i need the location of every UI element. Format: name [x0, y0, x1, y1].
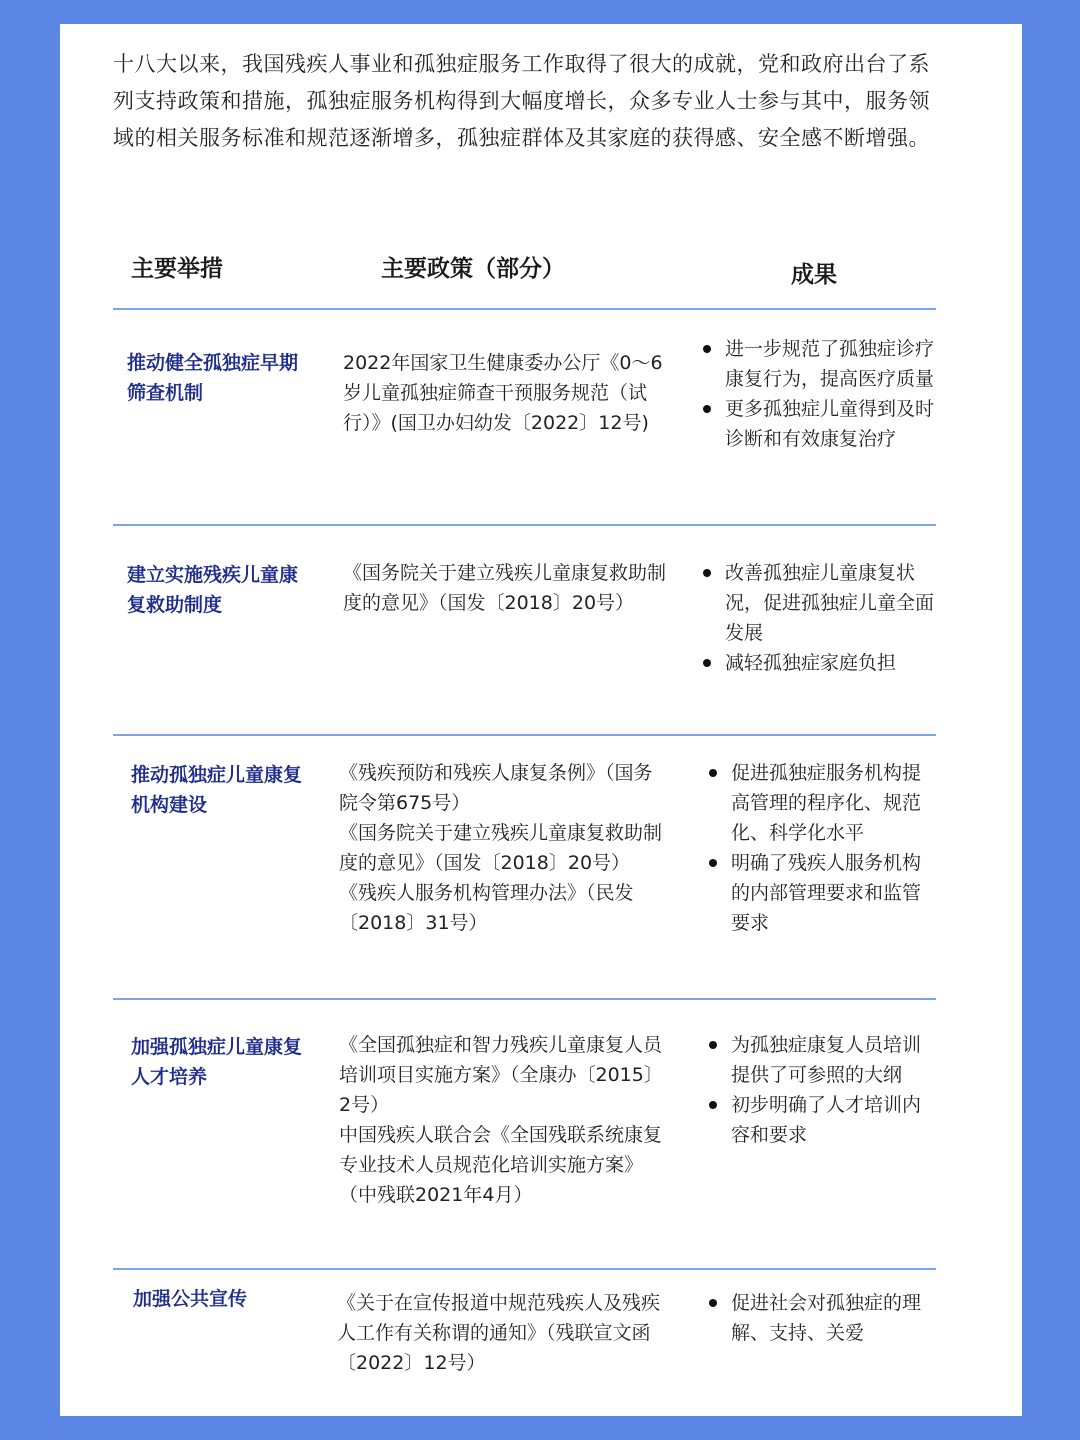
table-divider	[113, 998, 936, 1000]
content-body	[113, 46, 943, 1374]
result-item: 初步明确了人才培训内容和要求	[707, 1090, 939, 1150]
intro-paragraph: 十八大以来，我国残疾人事业和孤独症服务工作取得了很大的成就，党和政府出台了系列支持政策和措施，孤独症服务机构得到大幅度增长，众多专业人士参与其中，服务领域的相关服务标准和规范逐渐增多，孤独症群体及其家庭的获得感、安全感不断增强。	[113, 52, 930, 150]
row-measure: 推动孤独症儿童康复机构建设	[131, 764, 303, 816]
result-item: 更多孤独症儿童得到及时诊断和有效康复治疗	[701, 394, 939, 454]
table-row	[113, 1030, 943, 1260]
result-item: 为孤独症康复人员培训提供了可参照的大纲	[707, 1030, 939, 1090]
result-item: 促进社会对孤独症的理解、支持、关爱	[707, 1288, 939, 1348]
row-policy: 《残疾预防和残疾人康复条例》（国务院令第675号） 《国务院关于建立残疾儿童康复救助制度的意见》（国发〔2018〕20号） 《残疾人服务机构管理办法》（民发〔2018〕31号）	[339, 762, 663, 934]
header-result: 成果	[791, 262, 837, 288]
row-measure: 推动健全孤独症早期筛查机制	[127, 352, 299, 404]
row-measure: 加强孤独症儿童康复人才培养	[131, 1036, 303, 1088]
row-results	[701, 558, 939, 678]
row-policy: 《全国孤独症和智力残疾儿童康复人员培训项目实施方案》（全康办〔2015〕2号） 中国残疾人联合会《全国残联系统康复专业技术人员规范化培训实施方案》（中残联2021年4月）	[339, 1034, 663, 1206]
row-policy: 《国务院关于建立残疾儿童康复救助制度的意见》（国发〔2018〕20号）	[343, 562, 667, 614]
row-results	[701, 334, 939, 454]
result-item: 改善孤独症儿童康复状况，促进孤独症儿童全面发展	[701, 558, 939, 648]
table-row	[113, 338, 943, 546]
table-row	[113, 1284, 943, 1394]
table-header	[113, 246, 943, 306]
table-divider	[113, 524, 936, 526]
header-policy: 主要政策（部分）	[381, 256, 565, 282]
result-item: 减轻孤独症家庭负担	[701, 648, 939, 678]
row-results	[707, 1288, 939, 1348]
result-item: 促进孤独症服务机构提高管理的程序化、规范化、科学化水平	[707, 758, 939, 848]
result-item: 进一步规范了孤独症诊疗康复行为，提高医疗质量	[701, 334, 939, 394]
table-row	[113, 758, 943, 998]
result-item: 明确了残疾人服务机构的内部管理要求和监管要求	[707, 848, 939, 938]
row-policy: 《关于在宣传报道中规范残疾人及残疾人工作有关称谓的通知》（残联宣文函〔2022〕12号）	[337, 1292, 661, 1374]
header-measure: 主要举措	[131, 256, 223, 282]
table-divider	[113, 734, 936, 736]
row-results	[707, 1030, 939, 1150]
row-measure: 建立实施残疾儿童康复救助制度	[127, 564, 299, 616]
table-divider	[113, 1268, 936, 1270]
row-results	[707, 758, 939, 938]
table-divider	[113, 308, 936, 310]
row-measure: 加强公共宣传	[133, 1288, 248, 1310]
content-card	[60, 24, 1022, 1416]
table-row	[113, 558, 943, 738]
row-policy: 2022年国家卫生健康委办公厅《0～6岁儿童孤独症筛查干预服务规范（试行）》(国卫办妇幼发〔2022〕12号)	[343, 352, 663, 434]
